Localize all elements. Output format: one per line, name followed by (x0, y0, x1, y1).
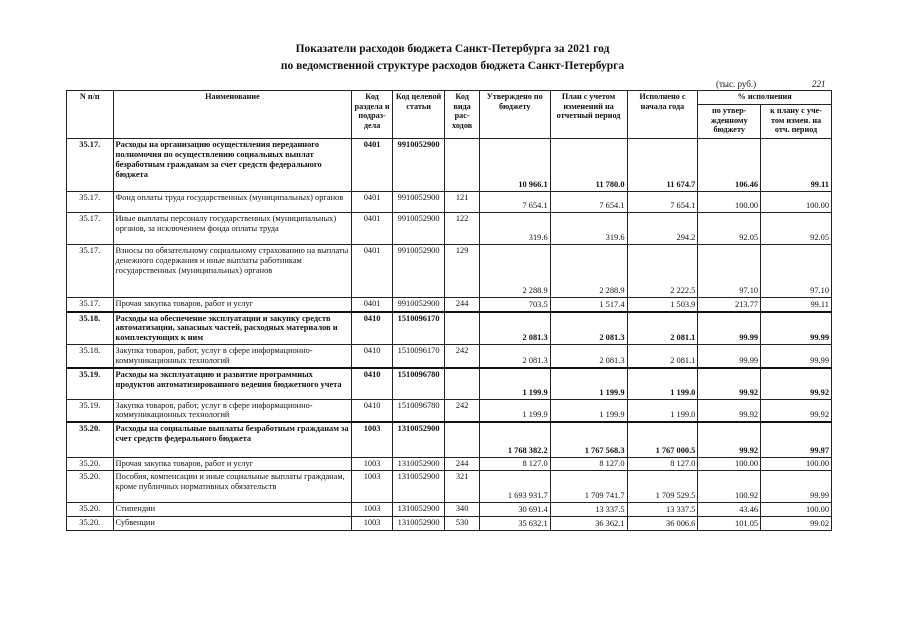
row-executed: 11 674.7 (627, 139, 698, 192)
row-section: 0401 (352, 213, 392, 245)
row-plan: 8 127.0 (550, 457, 627, 470)
row-type (445, 139, 479, 192)
row-executed: 8 127.0 (627, 457, 698, 470)
row-pct-plan: 100.00 (761, 192, 832, 213)
row-name: Закупка товаров, работ, услуг в сфере информационно-коммуникационных технологий (113, 345, 352, 368)
row-approved: 2 081.3 (479, 345, 550, 368)
row-type: 244 (445, 298, 479, 312)
document-title: Показатели расходов бюджета Санкт-Петербурга за 2021 год (295, 43, 610, 55)
row-plan: 7 654.1 (550, 192, 627, 213)
row-article: 1310052900 (392, 422, 445, 457)
header-pct-plan: к плану с уче- том измен. на отч. период (761, 105, 832, 139)
row-approved: 35 632.1 (479, 516, 550, 530)
row-pct-plan: 99.99 (761, 345, 832, 368)
row-executed: 36 006.6 (627, 516, 698, 530)
row-approved: 1 199.9 (479, 399, 550, 422)
row-article: 1310052900 (392, 457, 445, 470)
row-pct-plan: 97.10 (761, 245, 832, 298)
row-pct-plan: 100.00 (761, 457, 832, 470)
row-num: 35.20. (67, 422, 114, 457)
expenses-table (66, 90, 832, 531)
row-section: 0410 (352, 312, 392, 345)
row-plan: 2 081.3 (550, 312, 627, 345)
row-executed: 1 199.0 (627, 368, 698, 399)
row-plan: 1 199.9 (550, 368, 627, 399)
row-approved: 2 288.9 (479, 245, 550, 298)
table-row (67, 516, 832, 530)
row-num: 35.20. (67, 502, 114, 516)
row-type (445, 312, 479, 345)
row-plan: 1 517.4 (550, 298, 627, 312)
row-num: 35.17. (67, 245, 114, 298)
row-article: 1510096170 (392, 312, 445, 345)
row-section: 1003 (352, 470, 392, 502)
row-approved: 8 127.0 (479, 457, 550, 470)
row-executed: 13 337.5 (627, 502, 698, 516)
table-row (67, 312, 832, 345)
row-pct-approved: 100.00 (698, 192, 761, 213)
row-approved: 319.6 (479, 213, 550, 245)
row-pct-plan: 99.99 (761, 312, 832, 345)
table-body (67, 139, 832, 531)
header-num: N п/п (67, 91, 114, 139)
row-pct-plan: 92.05 (761, 213, 832, 245)
row-plan: 2 288.9 (550, 245, 627, 298)
row-num: 35.20. (67, 457, 114, 470)
row-executed: 7 654.1 (627, 192, 698, 213)
row-name: Расходы на обеспечение эксплуатации и закупку средств автоматизации, запасных частей, расходных материалов и комплектующих к ним (113, 312, 352, 345)
row-approved: 30 691.4 (479, 502, 550, 516)
row-plan: 1 767 568.3 (550, 422, 627, 457)
row-num: 35.20. (67, 470, 114, 502)
row-type: 340 (445, 502, 479, 516)
row-type (445, 422, 479, 457)
table-row (67, 213, 832, 245)
row-plan: 319.6 (550, 213, 627, 245)
header-article: Код целевой статьи (392, 91, 445, 139)
row-plan: 1 709 741.7 (550, 470, 627, 502)
row-approved: 703.5 (479, 298, 550, 312)
row-type: 244 (445, 457, 479, 470)
row-article: 1510096780 (392, 368, 445, 399)
row-pct-approved: 99.92 (698, 422, 761, 457)
header-type: Код вида рас- ходов (445, 91, 479, 139)
row-article: 1510096170 (392, 345, 445, 368)
row-name: Пособия, компенсации и иные социальные выплаты гражданам, кроме публичных нормативных обязательств (113, 470, 352, 502)
row-section: 0401 (352, 139, 392, 192)
row-executed: 1 709 529.5 (627, 470, 698, 502)
row-article: 9910052900 (392, 213, 445, 245)
header-plan: План с учетом изменений на отчетный период (550, 91, 627, 139)
row-executed: 1 503.9 (627, 298, 698, 312)
row-approved: 10 966.1 (479, 139, 550, 192)
row-pct-approved: 100.92 (698, 470, 761, 502)
row-section: 0401 (352, 245, 392, 298)
row-type: 242 (445, 345, 479, 368)
table-row (67, 139, 832, 192)
row-name: Субвенции (113, 516, 352, 530)
row-pct-approved: 100.00 (698, 457, 761, 470)
row-executed: 2 081.1 (627, 312, 698, 345)
table-row (67, 345, 832, 368)
row-num: 35.20. (67, 516, 114, 530)
row-article: 9910052900 (392, 139, 445, 192)
table-row (67, 298, 832, 312)
row-article: 9910052900 (392, 298, 445, 312)
row-approved: 1 768 382.2 (479, 422, 550, 457)
row-pct-plan: 99.11 (761, 298, 832, 312)
row-pct-plan: 99.99 (761, 470, 832, 502)
row-name: Фонд оплаты труда государственных (муниципальных) органов (113, 192, 352, 213)
row-article: 1510096780 (392, 399, 445, 422)
row-executed: 1 767 000.5 (627, 422, 698, 457)
document-subtitle: по ведомственной структуре расходов бюджета Санкт-Петербурга (280, 60, 625, 72)
row-executed: 2 222.5 (627, 245, 698, 298)
row-section: 0410 (352, 368, 392, 399)
row-num: 35.17. (67, 298, 114, 312)
table-row (67, 368, 832, 399)
row-name: Иные выплаты персоналу государственных (муниципальных) органов, за исключением фонда оплаты труда (113, 213, 352, 245)
row-section: 0410 (352, 399, 392, 422)
row-name: Прочая закупка товаров, работ и услуг (113, 298, 352, 312)
row-section: 1003 (352, 516, 392, 530)
header-pct-approved: по утвер- жденному бюджету (698, 105, 761, 139)
row-pct-approved: 213.77 (698, 298, 761, 312)
row-section: 0401 (352, 298, 392, 312)
row-type: 321 (445, 470, 479, 502)
row-section: 1003 (352, 502, 392, 516)
row-type: 129 (445, 245, 479, 298)
row-name: Прочая закупка товаров, работ и услуг (113, 457, 352, 470)
row-pct-plan: 99.92 (761, 399, 832, 422)
row-name: Расходы на организацию осуществления переданного полномочия по осуществлению социальных выплат безработным гражданам за счет средств федерального бюджета (113, 139, 352, 192)
row-executed: 294.2 (627, 213, 698, 245)
row-approved: 7 654.1 (479, 192, 550, 213)
row-article: 9910052900 (392, 245, 445, 298)
table-row (67, 470, 832, 502)
row-pct-plan: 99.97 (761, 422, 832, 457)
row-article: 9910052900 (392, 192, 445, 213)
header-pct: % исполнения (698, 91, 832, 105)
row-pct-plan: 100.00 (761, 502, 832, 516)
row-section: 0401 (352, 192, 392, 213)
table-row (67, 399, 832, 422)
row-num: 35.18. (67, 312, 114, 345)
row-approved: 1 199.9 (479, 368, 550, 399)
row-pct-approved: 99.92 (698, 368, 761, 399)
row-approved: 1 693 931.7 (479, 470, 550, 502)
row-executed: 2 081.1 (627, 345, 698, 368)
header-name: Наименование (113, 91, 352, 139)
row-pct-approved: 99.92 (698, 399, 761, 422)
row-pct-plan: 99.92 (761, 368, 832, 399)
row-type (445, 368, 479, 399)
row-name: Закупка товаров, работ, услуг в сфере информационно-коммуникационных технологий (113, 399, 352, 422)
row-article: 1310052900 (392, 502, 445, 516)
row-pct-approved: 99.99 (698, 345, 761, 368)
table-row (67, 245, 832, 298)
row-pct-approved: 43.46 (698, 502, 761, 516)
row-num: 35.18. (67, 345, 114, 368)
row-plan: 1 199.9 (550, 399, 627, 422)
row-section: 1003 (352, 457, 392, 470)
row-name: Расходы на социальные выплаты безработным гражданам за счет средств федерального бюджета (113, 422, 352, 457)
row-name: Взносы по обязательному социальному страхованию на выплаты денежного содержания и иные выплаты работникам государственных (муниципальных) органов (113, 245, 352, 298)
table-row (67, 502, 832, 516)
row-pct-approved: 106.46 (698, 139, 761, 192)
row-pct-plan: 99.02 (761, 516, 832, 530)
row-plan: 11 780.0 (550, 139, 627, 192)
row-pct-approved: 101.05 (698, 516, 761, 530)
row-executed: 1 199.0 (627, 399, 698, 422)
row-type: 242 (445, 399, 479, 422)
row-pct-approved: 92.05 (698, 213, 761, 245)
row-name: Расходы на эксплуатацию и развитие программных продуктов автоматизированного ведения бюджетного учета (113, 368, 352, 399)
row-num: 35.17. (67, 139, 114, 192)
table-row (67, 422, 832, 457)
row-pct-plan: 99.11 (761, 139, 832, 192)
row-num: 35.17. (67, 192, 114, 213)
row-article: 1310052900 (392, 516, 445, 530)
row-type: 530 (445, 516, 479, 530)
page-number: 221 (812, 79, 826, 89)
row-section: 1003 (352, 422, 392, 457)
row-article: 1310052900 (392, 470, 445, 502)
row-pct-approved: 99.99 (698, 312, 761, 345)
header-section: Код раздела и подраз- дела (352, 91, 392, 139)
row-approved: 2 081.3 (479, 312, 550, 345)
table-row (67, 457, 832, 470)
row-type: 122 (445, 213, 479, 245)
row-plan: 13 337.5 (550, 502, 627, 516)
table-row (67, 192, 832, 213)
row-pct-approved: 97.10 (698, 245, 761, 298)
row-num: 35.19. (67, 368, 114, 399)
header-executed: Исполнено с начала года (627, 91, 698, 139)
row-section: 0410 (352, 345, 392, 368)
row-plan: 2 081.3 (550, 345, 627, 368)
units-label: (тыс. руб.) (716, 79, 757, 89)
row-plan: 36 362.1 (550, 516, 627, 530)
row-name: Стипендии (113, 502, 352, 516)
row-type: 121 (445, 192, 479, 213)
row-num: 35.19. (67, 399, 114, 422)
row-num: 35.17. (67, 213, 114, 245)
header-approved: Утверждено по бюджету (479, 91, 550, 139)
